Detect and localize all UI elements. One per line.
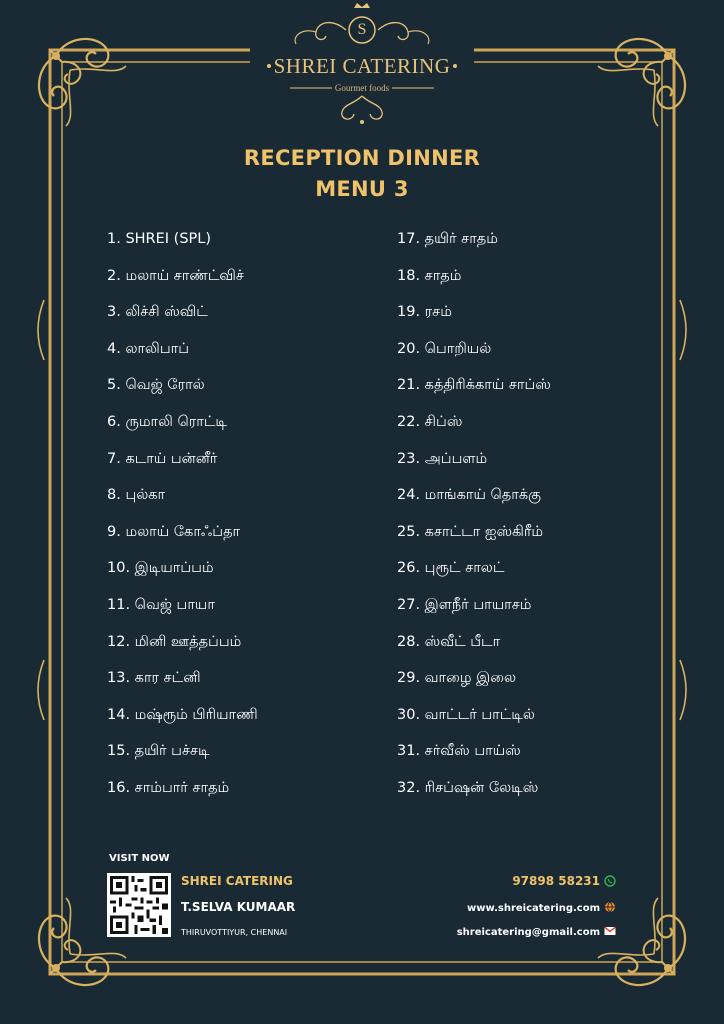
menu-item: 23. அப்பளம் xyxy=(397,450,488,467)
brand-logo xyxy=(262,0,462,130)
contact-phone[interactable] xyxy=(512,874,616,888)
menu-title-line1: RECEPTION DINNER xyxy=(243,146,481,170)
menu-item: 5. வெஜ் ரோல் xyxy=(107,377,205,394)
menu-item: 8. புல்கா xyxy=(107,487,166,504)
menu-item: 32. ரிசப்ஷன் லேடிஸ் xyxy=(397,779,539,796)
brand-name: SHREI CATERING xyxy=(273,54,451,78)
seal-letter: S xyxy=(357,21,367,38)
footer-location: THIRUVOTTIYUR, CHENNAI xyxy=(181,928,288,937)
mail-icon xyxy=(604,925,616,937)
menu-item: 3. லிச்சி ஸ்விட் xyxy=(107,304,208,321)
menu-item: 26. புரூட் சாலட் xyxy=(397,560,505,577)
contact-website[interactable] xyxy=(467,901,616,914)
qr-code[interactable] xyxy=(107,873,171,937)
whatsapp-icon xyxy=(604,875,616,887)
phone-number: 97898 58231 xyxy=(512,874,600,888)
menu-item: 10. இடியாப்பம் xyxy=(107,560,214,577)
brand-tagline: Gourmet foods xyxy=(334,83,390,93)
contact-email[interactable] xyxy=(457,925,616,938)
menu-item: 22. சிப்ஸ் xyxy=(397,413,463,430)
footer-person-name: T.SELVA KUMAAR xyxy=(181,900,296,914)
visit-now-label: VISIT NOW xyxy=(109,853,170,864)
menu-item: 1. SHREI (SPL) xyxy=(107,231,212,247)
menu-item: 14. மஷ்ரூம் பிரியாணி xyxy=(107,706,258,723)
menu-column-right xyxy=(397,228,697,814)
menu-item: 31. சர்வீஸ் பாய்ஸ் xyxy=(397,743,521,760)
menu-item: 6. ருமாலி ரொட்டி xyxy=(107,413,227,430)
menu-item: 19. ரசம் xyxy=(397,304,452,321)
menu-item: 13. கார சட்னி xyxy=(107,670,201,687)
menu-item: 7. கடாய் பன்னீர் xyxy=(107,450,218,467)
website-link: www.shreicatering.com xyxy=(467,903,600,914)
menu-item: 18. சாதம் xyxy=(397,267,462,284)
qr-code-icon xyxy=(107,873,171,937)
menu-item: 12. மினி ஊத்தப்பம் xyxy=(107,633,242,650)
menu-item: 17. தயிர் சாதம் xyxy=(397,231,498,247)
menu-item: 11. வெஜ் பாயா xyxy=(107,596,215,613)
footer-company-name: SHREI CATERING xyxy=(181,874,293,888)
menu-item: 2. மலாய் சாண்ட்விச் xyxy=(107,267,244,284)
menu-item: 15. தயிர் பச்சடி xyxy=(107,743,210,760)
menu-item: 9. மலாய் கோஃப்தா xyxy=(107,523,241,540)
menu-item: 27. இளநீர் பாயாசம் xyxy=(397,596,532,613)
menu-item: 24. மாங்காய் தொக்கு xyxy=(397,487,541,504)
menu-item: 30. வாட்டர் பாட்டில் xyxy=(397,706,535,723)
menu-title-line2: MENU 3 xyxy=(315,177,409,201)
globe-icon xyxy=(604,901,616,913)
menu-item: 21. கத்திரிக்காய் சாப்ஸ் xyxy=(397,377,551,394)
menu-item: 4. லாலிபாப் xyxy=(107,340,189,357)
menu-item: 20. பொறியல் xyxy=(397,340,492,357)
menu-column-left xyxy=(107,228,407,814)
menu-item: 29. வாழை இலை xyxy=(397,670,516,687)
menu-item: 16. சாம்பார் சாதம் xyxy=(107,779,230,796)
email-link: shreicatering@gmail.com xyxy=(456,927,600,938)
menu-item: 28. ஸ்வீட் பீடா xyxy=(397,633,501,650)
menu-item: 25. கசாட்டா ஐஸ்கிரீம் xyxy=(397,523,544,540)
